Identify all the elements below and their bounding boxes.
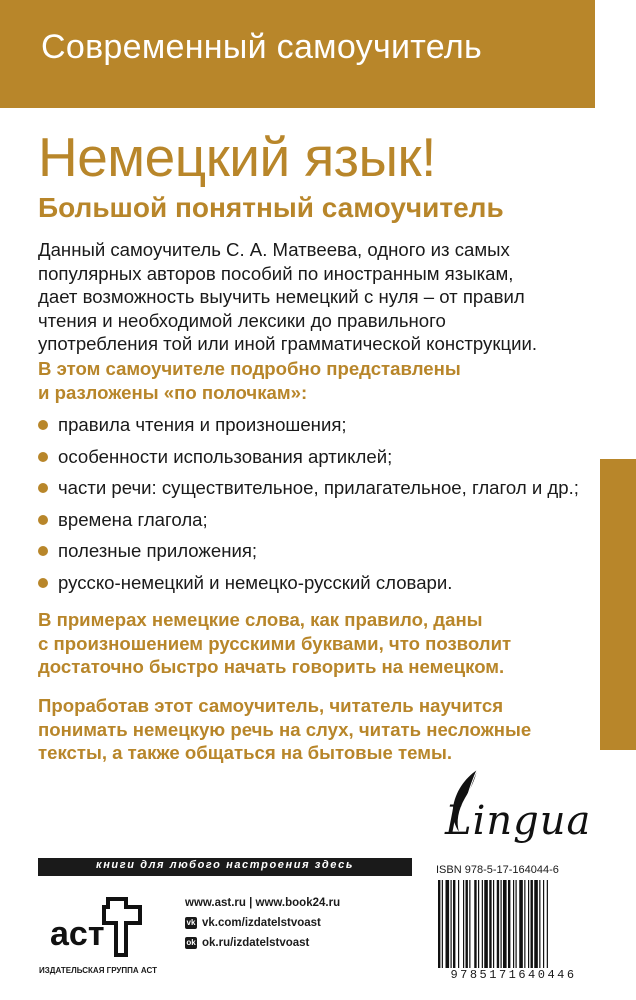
websites-link[interactable]: www.ast.ru | www.book24.ru	[185, 897, 341, 909]
outcome-line: Проработав этот самоучитель, читатель научится	[38, 695, 504, 716]
isbn-label: ISBN 978-5-17-164044-6	[436, 864, 559, 876]
slogan-bar	[38, 858, 412, 876]
publisher-name: ИЗДАТЕЛЬСКАЯ ГРУППА АСТ	[39, 966, 157, 975]
bullet-dot-icon	[38, 452, 48, 462]
lingua-wordmark: Lingua	[445, 798, 592, 844]
book-title: Немецкий язык!	[38, 126, 436, 188]
series-banner	[0, 0, 595, 108]
list-item	[38, 508, 579, 540]
list-item-text: времена глагола;	[58, 508, 208, 530]
outcome-line: понимать немецкую речь на слух, читать несложные	[38, 718, 532, 740]
series-title: Современный самоучитель	[41, 28, 482, 66]
section-heading	[38, 357, 461, 404]
list-item-text: русско-немецкий и немецко-русский словари.	[58, 571, 453, 593]
ok-link[interactable]: ok.ru/izdatelstvoast	[202, 937, 310, 949]
bullet-dot-icon	[38, 483, 48, 493]
list-item-text: особенности использования артиклей;	[58, 445, 393, 467]
examples-line: В примерах немецкие слова, как правило, даны	[38, 609, 483, 630]
list-item	[38, 539, 579, 571]
outcome-line: тексты, а также общаться на бытовые темы.	[38, 742, 453, 763]
examples-line: с произношением русскими буквами, что позволит	[38, 632, 512, 654]
outcome-paragraph	[38, 694, 531, 765]
barcode-number: 9785171640446	[450, 968, 577, 982]
list-item	[38, 413, 579, 445]
list-item	[38, 571, 579, 603]
section-heading-line: В этом самоучителе подробно представлены	[38, 358, 461, 379]
intro-line: чтения и необходимой лексики до правильного	[38, 309, 446, 331]
slogan-text: книги для любого настроения здесь	[96, 859, 354, 871]
book-subtitle: Большой понятный самоучитель	[38, 192, 504, 223]
bullet-dot-icon	[38, 578, 48, 588]
barcode-icon	[436, 880, 591, 968]
list-item	[38, 445, 579, 477]
vk-link-row[interactable]	[185, 913, 340, 933]
list-item-text: правила чтения и произношения;	[58, 414, 347, 435]
publisher-links	[185, 893, 340, 953]
ast-logo-text: аст	[50, 915, 105, 953]
examples-paragraph	[38, 608, 511, 679]
vk-link[interactable]: vk.com/izdatelstvoast	[202, 917, 321, 929]
bullet-dot-icon	[38, 515, 48, 525]
section-heading-line: и разложены «по полочкам»:	[38, 381, 308, 403]
intro-line: популярных авторов пособий по иностранным языкам,	[38, 262, 514, 284]
vk-icon: vk	[186, 918, 196, 927]
ok-link-row[interactable]	[185, 933, 340, 953]
intro-line: Данный самоучитель С. А. Матвеева, одного из самых	[38, 239, 510, 260]
examples-line: достаточно быстро начать говорить на немецком.	[38, 656, 505, 677]
bullet-dot-icon	[38, 546, 48, 556]
list-item-text: части речи: существительное, прилагательное, глагол и др.;	[58, 477, 579, 498]
side-color-tab	[600, 459, 636, 750]
list-item	[38, 476, 579, 508]
intro-line: употребления той или иной грамматической конструкции.	[38, 333, 538, 354]
lingua-series-logo	[425, 760, 592, 850]
bullet-dot-icon	[38, 420, 48, 430]
intro-line: дает возможность выучить немецкий с нуля – от правил	[38, 286, 525, 307]
ast-logo-icon	[46, 893, 146, 963]
feature-list	[38, 413, 579, 602]
list-item-text: полезные приложения;	[58, 540, 258, 561]
ok-icon: ok	[186, 938, 196, 947]
intro-paragraph	[38, 238, 537, 356]
